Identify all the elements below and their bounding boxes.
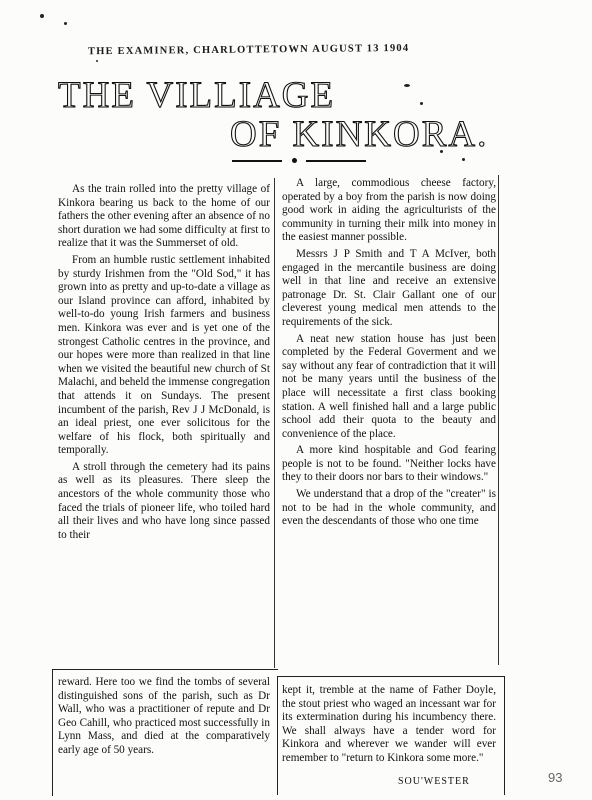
- column-left-continuation: [58, 676, 270, 761]
- title-rule: [232, 160, 282, 162]
- scan-speck: [462, 158, 465, 161]
- column-left: [58, 183, 270, 545]
- paragraph: kept it, tremble at the name of Father Doyle, the stout priest who waged an incessant war for its extermination during his incumbency there. We shall always have a tender word for Kinkora and wherever we wander will ever remember to "return to Kinkora some more.": [282, 684, 496, 764]
- paragraph: A more kind hospitable and God fearing people is not to be found. "Neither locks have they to their doors nor bars to their windows.": [282, 444, 496, 484]
- author-signature: SOU'WESTER: [398, 776, 470, 787]
- title-rule: [306, 160, 366, 162]
- paragraph: A stroll through the cemetery had its pains as well as its pleasures. There sleep the ancestors of the whole community those who faced the trials of pioneer life, who toiled hard all their lives and who have long since passed to their: [58, 460, 270, 541]
- paragraph: A large, commodious cheese factory, operated by a boy from the parish is now doing good work in aiding the agriculturists of the community in turning their milk into money in the easiest manner possible.: [282, 177, 496, 244]
- newspaper-header: THE EXAMINER, CHARLOTTETOWN AUGUST 13 1904: [87, 42, 410, 58]
- scan-speck: [96, 60, 98, 62]
- column-right: [282, 177, 496, 532]
- column-border: [498, 175, 499, 665]
- paragraph: We understand that a drop of the "creater" is not to be had in the whole community, and even the descendants of those who one time: [282, 488, 496, 528]
- title-rule-dot: [292, 158, 297, 163]
- paragraph: A neat new station house has just been completed by the Federal Goverment and we say without any fear of contradiction that it will not be many years until the business of the place will necessitate a first class booking station. A well finished hall and a large public school add their quota to the beauty and convenience of the place.: [282, 332, 496, 440]
- paragraph: From an humble rustic settlement inhabited by sturdy Irishmen from the "Old Sod," it has grown into as pretty and up-to-date a village as our Island province can afford, inhabited by well-to-do young Irish farmers and business men. Kinkora was ever and is yet one of the strongest Catholic centres in the province, and our hopes were more than realized in that line when we visited the beautiful new church of St Malachi, and beheld the immense congregation that attends it on Sundays. The present incumbent of the parish, Rev J J McDonald, is an ideal priest, one ever solicitous for the welfare of his flock, both spiritually and temporally.: [58, 253, 270, 457]
- scan-speck: [404, 84, 410, 87]
- article-title-line1: THE VILLIAGE: [58, 75, 336, 116]
- paragraph: Messrs J P Smith and T A McIver, both engaged in the mercantile business are doing well in that line and receive an extensive patronage Dr. St. Clair Gallant one of our cleverest young medical men attends to the requirements of the sick.: [282, 247, 496, 328]
- paragraph: As the train rolled into the pretty village of Kinkora bearing us back to the home of our fathers the other evening after an absence of no short duration we had some difficulty at first to realize that it was the Summerset of old.: [58, 183, 270, 250]
- column-right-continuation: [282, 684, 496, 769]
- paragraph: reward. Here too we find the tombs of several distinguished sons of the parish, such as Dr Wall, who was a practitioner of repute and Dr Geo Cahill, who practiced most successfully in Lynn Mass, and died at the comparatively early age of 50 years.: [58, 676, 270, 756]
- column-divider: [274, 178, 275, 668]
- page-number: 93: [548, 770, 563, 785]
- scan-speck: [64, 22, 67, 25]
- scan-speck: [40, 14, 44, 18]
- article-title-line2: OF KINKORA.: [230, 114, 489, 155]
- scan-speck: [420, 102, 423, 105]
